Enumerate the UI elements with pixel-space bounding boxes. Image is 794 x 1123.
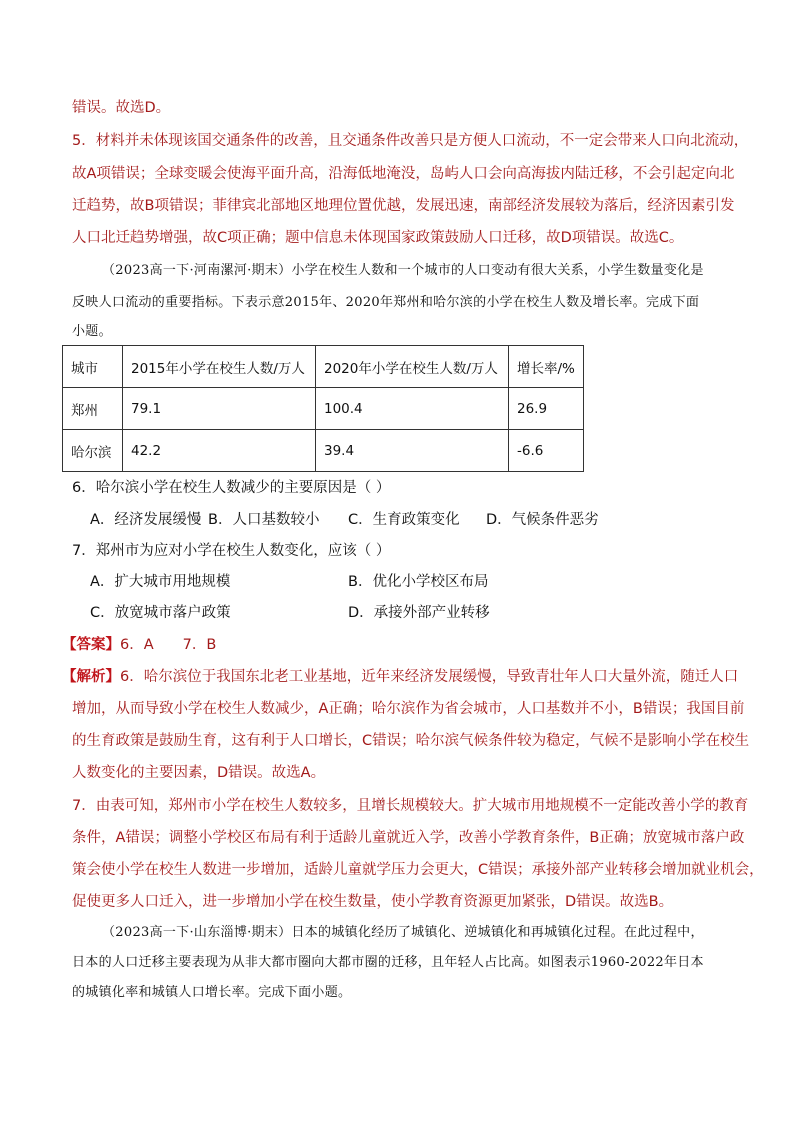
analysis-line: [62, 667, 738, 687]
q5-explain-line: 5．材料并未体现该国交通条件的改善，且交通条件改善只是方便人口流动，不一定会带来人口向北流动，: [72, 133, 749, 149]
table-cell: 26.9: [509, 388, 584, 430]
previous-answer-tail: 错误。故选D。: [72, 100, 171, 116]
q7-option-b: B．优化小学校区布局: [348, 574, 489, 590]
q7-explain-line: 促使更多人口迁入，进一步增加小学在校生数量，使小学教育资源更加紧张，D错误。故选B。: [72, 894, 674, 910]
material-intro-line: 日本的人口迁移主要表现为从非大都市圈向大都市圈的迁移，且年轻人占比高。如图表示1960-2022年日本: [72, 955, 704, 970]
q6-option-c: C．生育政策变化: [348, 512, 460, 528]
table-cell: 79.1: [123, 388, 316, 430]
table-header-cell: 2015年小学在校生人数/万人: [123, 346, 316, 388]
analysis-line: 的生育政策是鼓励生育，这有利于人口增长，C错误；哈尔滨气候条件较为稳定，气候不是影响小学在校生: [72, 733, 750, 749]
material-intro-line: 小题。: [72, 324, 112, 339]
q5-explain-line: 人口北迁趋势增强，故C项正确；题中信息未体现国家政策鼓励人口迁移，故D项错误。故选C。: [72, 230, 684, 246]
q7-explain-line: 条件，A错误；调整小学校区布局有利于适龄儿童就近入学，改善小学教育条件，B正确；放宽城市落户政: [72, 830, 745, 846]
question-7-stem: 7．郑州市为应对小学在校生人数变化，应该（ ）: [72, 543, 391, 559]
q6-option-d: D．气候条件恶劣: [486, 512, 599, 528]
q7-option-c: C．放宽城市落户政策: [90, 605, 231, 621]
analysis-label: 【解析】: [62, 669, 120, 685]
table-row: [63, 388, 584, 430]
q6-option-b: B．人口基数较小: [208, 512, 320, 528]
analysis-text: 6．哈尔滨位于我国东北老工业基地，近年来经济发展缓慢，导致青壮年人口大量外流，随迁人口: [120, 669, 739, 685]
table-cell: 39.4: [316, 430, 509, 472]
material-intro-line: 的城镇化率和城镇人口增长率。完成下面小题。: [72, 985, 352, 1000]
table-row: [63, 430, 584, 472]
q5-explain-line: 迁趋势，故B项错误；菲律宾北部地区地理位置优越，发展迅速，南部经济发展较为落后，经济因素引发: [72, 198, 735, 214]
q7-explain-line: 7．由表可知，郑州市小学在校生人数较多，且增长规模较大。扩大城市用地规模不一定能改善小学的教育: [72, 798, 749, 814]
table-header-row: [63, 346, 584, 388]
table-cell: 100.4: [316, 388, 509, 430]
q7-explain-line: 策会使小学在校生人数进一步增加，适龄儿童就学压力会更大，C错误；承接外部产业转移会增加就业机会，: [72, 862, 764, 878]
question-6-stem: 6．哈尔滨小学在校生人数减少的主要原因是（ ）: [72, 480, 391, 496]
student-data-table: [62, 345, 584, 472]
q6-option-a: A．经济发展缓慢: [90, 512, 202, 528]
table-cell: -6.6: [509, 430, 584, 472]
table-header-cell: 城市: [63, 346, 123, 388]
analysis-line: 增加，从而导致小学在校生人数减少，A正确；哈尔滨作为省会城市，人口基数并不小，B错误；我国目前: [72, 701, 745, 717]
table-cell: 哈尔滨: [63, 430, 123, 472]
table-header-cell: 增长率/%: [509, 346, 584, 388]
q5-explain-line: 故A项错误；全球变暖会使海平面升高，沿海低地淹没，岛屿人口会向高海拔内陆迁移，不会引起定向北: [72, 166, 735, 182]
q7-option-a: A．扩大城市用地规模: [90, 574, 231, 590]
table-cell: 42.2: [123, 430, 316, 472]
analysis-line: 人数变化的主要因素，D错误。故选A。: [72, 765, 326, 781]
table-header-cell: 2020年小学在校生人数/万人: [316, 346, 509, 388]
answer-label: 【答案】: [62, 637, 120, 653]
material-intro-line: （2023高一下·山东淄博·期末）日本的城镇化经历了城镇化、逆城镇化和再城镇化过程。在此过程中，: [102, 925, 704, 940]
material-intro-line: 反映人口流动的重要指标。下表示意2015年、2020年郑州和哈尔滨的小学在校生人数及增长率。完成下面: [72, 295, 700, 310]
q7-option-d: D．承接外部产业转移: [348, 605, 490, 621]
table-cell: 郑州: [63, 388, 123, 430]
answer-text: 6．A 7．B: [120, 637, 217, 653]
answer-line: [62, 635, 216, 655]
material-intro-line: （2023高一下·河南漯河·期末）小学在校生人数和一个城市的人口变动有很大关系，小学生数量变化是: [102, 263, 704, 278]
